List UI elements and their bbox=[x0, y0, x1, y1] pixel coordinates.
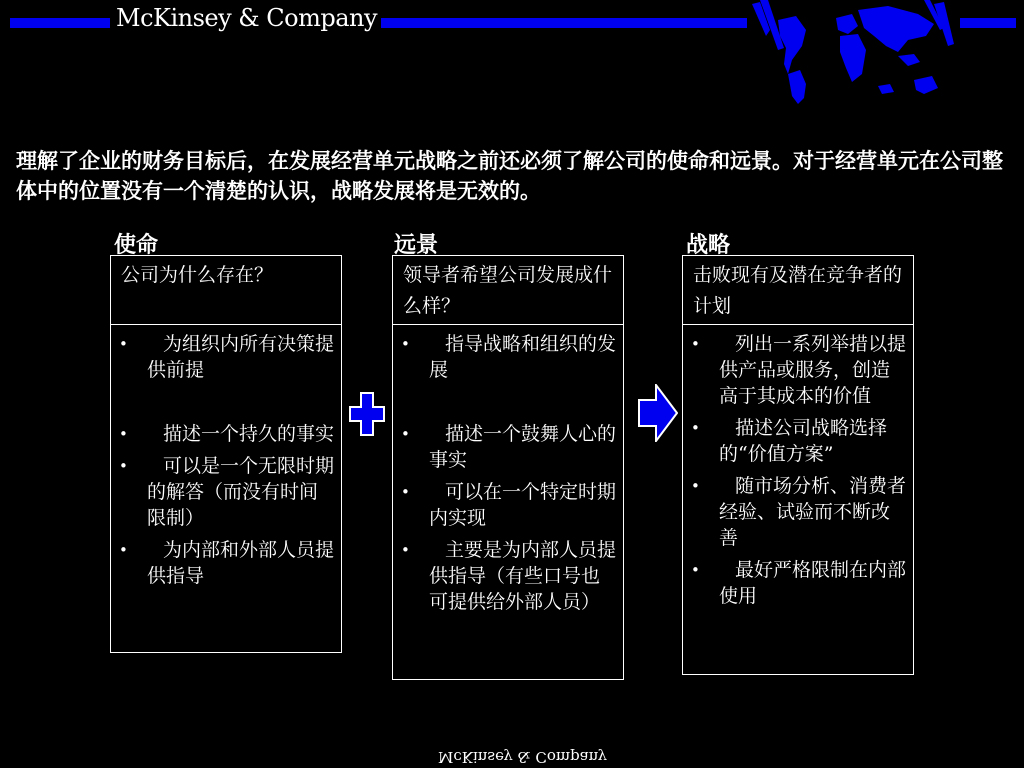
list-item: • 为组织内所有决策提供前提 bbox=[119, 331, 335, 383]
vision-bullets bbox=[393, 325, 623, 615]
list-item: • 可以是一个无限时期的解答（而没有时间限制） bbox=[119, 453, 335, 531]
list-item: • 指导战略和组织的发展 bbox=[401, 331, 617, 383]
vision-question: 领导者希望公司发展成什么样？ bbox=[393, 256, 623, 325]
header-bar-middle bbox=[381, 18, 747, 28]
header-bar-right bbox=[960, 18, 1016, 28]
vision-box bbox=[392, 255, 624, 680]
heading-strategy: 战略 bbox=[686, 233, 731, 258]
world-map-icon bbox=[748, 0, 958, 108]
list-item: • 为内部和外部人员提供指导 bbox=[119, 537, 335, 589]
strategy-question: 击败现有及潜在竞争者的计划 bbox=[683, 256, 913, 325]
list-item: • 列出一系列举措以提供产品或服务，创造高于其成本的价值 bbox=[691, 331, 907, 409]
list-item: • 最好严格限制在内部使用 bbox=[691, 557, 907, 609]
mission-box bbox=[110, 255, 342, 653]
strategy-bullets bbox=[683, 325, 913, 609]
mission-bullets bbox=[111, 325, 341, 589]
heading-vision: 远景 bbox=[394, 233, 439, 258]
plus-icon bbox=[349, 392, 385, 436]
list-item: • 描述一个鼓舞人心的事实 bbox=[401, 421, 617, 473]
list-item: • 随市场分析、消费者经验、试验而不断改善 bbox=[691, 473, 907, 551]
header-bar-left bbox=[10, 18, 110, 28]
mission-question: 公司为什么存在？ bbox=[111, 256, 341, 325]
intro-text: 理解了企业的财务目标后，在发展经营单元战略之前还必须了解公司的使命和远景。对于经营单元在公司整体中的位置没有一个清楚的认识，战略发展将是无效的。 bbox=[16, 149, 1003, 203]
list-item: • 可以在一个特定时期内实现 bbox=[401, 479, 617, 531]
heading-mission: 使命 bbox=[114, 233, 159, 258]
strategy-box bbox=[682, 255, 914, 675]
list-item: • 描述公司战略选择的“价值方案” bbox=[691, 415, 907, 467]
company-logo: McKinsey & Company bbox=[116, 4, 378, 32]
footer-logo: McKinsey & Company bbox=[438, 748, 607, 766]
list-item: • 主要是为内部人员提供指导（有些口号也可提供给外部人员） bbox=[401, 537, 617, 615]
list-item: • 描述一个持久的事实 bbox=[119, 421, 335, 447]
arrow-right-icon bbox=[638, 384, 678, 442]
